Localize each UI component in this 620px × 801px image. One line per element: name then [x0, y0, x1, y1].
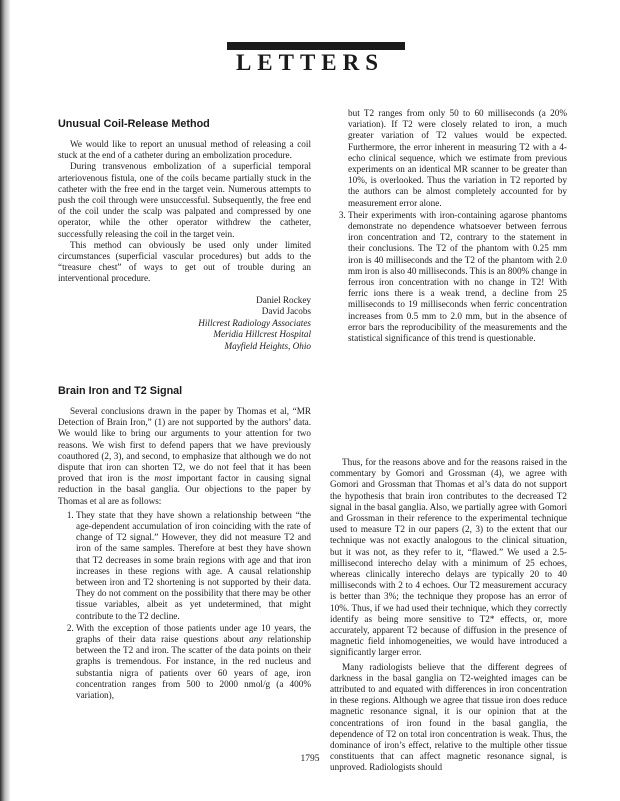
objection-list-continued: [330, 108, 567, 344]
right-column-upper: [330, 108, 567, 345]
emphasis-text: most: [154, 473, 172, 484]
objection-list: [58, 510, 311, 701]
masthead-rule: [227, 42, 405, 50]
body-paragraph: Thus, for the reasons above and for the reasons raised in the commentary by Gomori and Grossman (4), we agree with Gomori and Grossman that Thomas et al’s data do not support the hypothesis that brain iron contributes to the decreased T2 signal in the basal ganglia. Also, we partially agree with Gomori and Grossman in their reference to the experimental technique used to measure T2 in our papers (2, 3) to the extent that our technique was not exactly analogous to the clinical situation, but it was not, as they refer to it, “flawed.” We used a 2.5-millisecond interecho delay with a minimum of 25 echoes, whereas clinically interecho delays are typically 20 to 40 milliseconds with 2 to 4 echoes. Our T2 measurement accuracy is better than 3%; the technique they propose has an error of 10%. Thus, if we had used their technique, which they correctly identify as being more sensitive to T2* effects, or, more accurately, apparent T2 because of diffusion in the presence of magnetic field inhomogeneities, we would have introduced a significantly larger error.: [330, 457, 567, 658]
emphasis-text: any: [249, 634, 263, 645]
author-affiliation: Mayfield Heights, Ohio: [224, 341, 311, 352]
letter-coil-release: [58, 118, 311, 353]
objection-item-continued: but T2 ranges from only 50 to 60 milliseconds (a 20% variation). If T2 were closely related to iron, a much greater variation of T2 values would be expected. Furthermore, the error inherent in measuring T2 with a 4-echo clinical sequence, which we estimate from previous experiments on an identical MR scanner to be greater than 10%, is overlooked. Thus the variation in T2 reported by the authors can be almost completely accounted for by measurement error alone.: [348, 108, 567, 208]
objection-item: 1. They state that they have shown a relationship between “the age-dependent accumulation of iron coinciding with the rate of change of T2 signal.” However, they did not measure T2 and iron of the same samples. Therefore at best they have shown that T2 decreases in some brain regions with age and that iron increases in these regions with age. A causal relationship between iron and T2 shortening is not supported by their data. They do not comment on the possibility that there may be other tissue variables, albeit as yet undetermined, that might contribute to the T2 decline.: [76, 510, 311, 622]
objection-item: 3. Their experiments with iron-containing agarose phantoms demonstrate no dependence whatsoever between ferrous iron concentration and T2, contrary to the statement in their conclusions. The T2 of the phantom with 0.25 mm iron is 40 milliseconds and the T2 of the phantom with 2.0 mm iron is also 40 milliseconds. This is an 800% change in ferrous iron concentration with no change in T2! With ferric ions there is a weak trend, a decline from 25 milliseconds to 19 milliseconds when ferric concentration increases from 0.5 mm to 2.0 mm, but in the absence of error bars the reproducibility of the measurements and the statistical significance of this trend is questionable.: [348, 210, 567, 344]
letter1-heading: Unusual Coil-Release Method: [58, 118, 210, 130]
letter2-heading: Brain Iron and T2 Signal: [58, 385, 183, 397]
letter2-intro: Several conclusions drawn in the paper by Thomas et al, “MR Detection of Brain Iron,” (1) are not supported by the authors’ data. We would like to bring our arguments to your attention for two reasons. We wish first to defend papers that we have previously coauthored (2, 3), and second, to emphasize that although we do not dispute that iron can shorten T2, we do not feel that it has been proved that iron is the most important factor in causing signal reduction in the basal ganglia. Our objections to the paper by Thomas et al are as follows:: [58, 406, 311, 506]
scan-edge-shadow: [0, 0, 10, 801]
objection-item: 2. With the exception of those patients under age 10 years, the graphs of their data raise questions about any relationship between the T2 and iron. The scatter of the data points on their graphs is tremendous. For instance, in the red nucleus and substantia nigra of patients over 60 years of age, iron concentration ranges from 500 to 2000 nmol/g (a 400% variation),: [76, 623, 311, 701]
masthead-title: LETTERS: [235, 50, 385, 75]
author-affiliation: Hillcrest Radiology Associates: [198, 317, 311, 328]
letter1-paragraph: During transvenous embolization of a superficial temporal arteriovenous fistula, one of the coils became partially stuck in the catheter with the free end in the target vein. Numerous attempts to push the coil through were unsuccessful. Subsequently, the free end of the coil under the scalp was palpated and compressed by one operator, while the other operator withdrew the catheter, successfully releasing the coil in the target vein.: [58, 161, 311, 239]
author-affiliation: Meridia Hillcrest Hospital: [213, 329, 311, 340]
page-number: 1795: [300, 754, 320, 764]
letter1-paragraph: This method can obviously be used only under limited circumstances (superficial vascular procedures) but adds to the “treasure chest” of ways to get out of trouble during an interventional procedure.: [58, 239, 311, 284]
letter1-paragraph: We would like to report an unusual method of releasing a coil stuck at the end of a catheter during an embolization procedure.: [58, 139, 311, 161]
body-paragraph: Many radiologists believe that the different degrees of darkness in the basal ganglia on T2-weighted images can be attributed to and equated with differences in iron concentration in these regions. Although we agree that tissue iron does reduce magnetic resonance signal, it is our opinion that at the concentrations of iron found in the basal ganglia, the dependence of T2 on total iron concentration is weak. Thus, the dominance of iron’s effect, relative to the multiple other tissue constituents that can affect magnetic resonance signal, is unproved. Radiologists should: [330, 661, 567, 773]
author-name: David Jacobs: [261, 306, 311, 317]
right-column-lower: [330, 457, 567, 774]
letter1-signature: [58, 295, 311, 353]
letter-brain-iron: [58, 385, 311, 702]
author-name: Daniel Rockey: [256, 294, 311, 305]
